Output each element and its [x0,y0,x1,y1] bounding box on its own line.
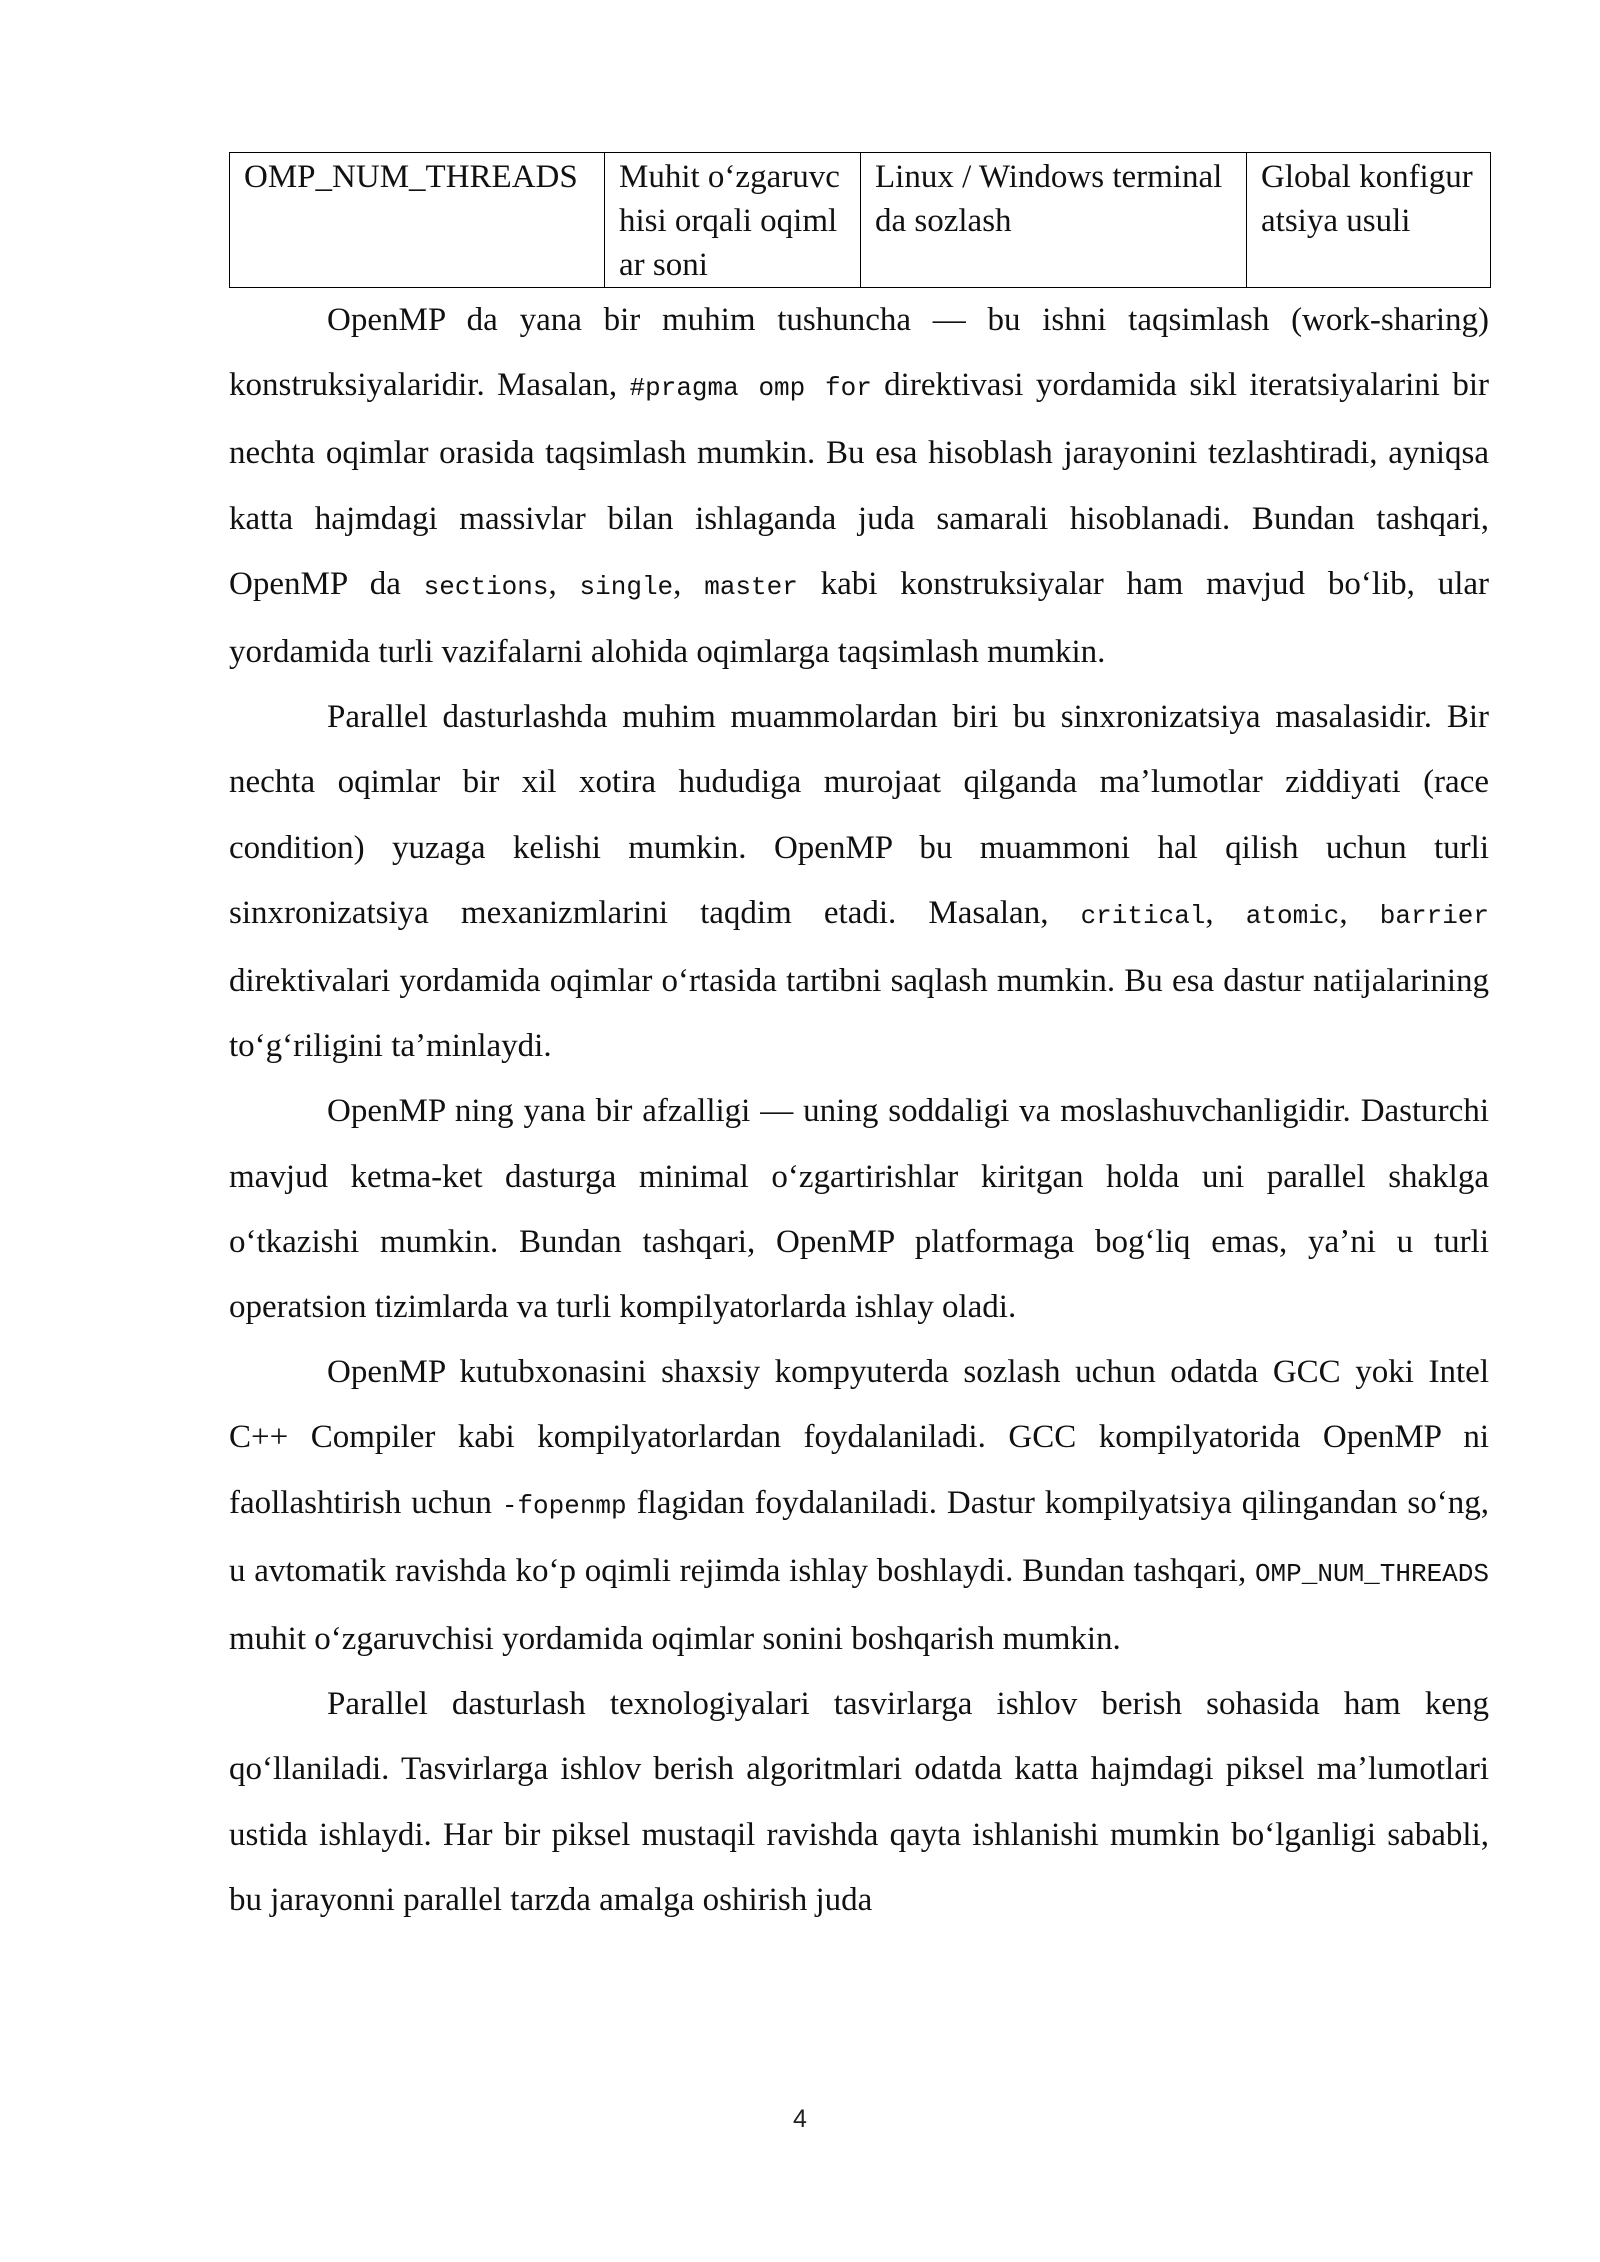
text-span: direktivalari yordamida oqimlar oʻrtasida tartibni saqlash mumkin. Bu esa dastur natijalarining toʻgʻriligini taʼminlaydi. [229,963,1489,1065]
table-cell-description: Muhit oʻzgaruvchisi orqali oqimlar soni [605,153,861,288]
paragraph-advantages [229,1079,1489,1340]
text-span: flagidan foydalaniladi. Dastur kompilyatsiya qilingandan soʻng, u avtomatik ravishda koʻp oqimli rejimda ishlay boshlaydi. Bundan tashqari, [229,1484,1490,1589]
text-span: OpenMP ning yana bir afzalligi — uning soddaligi va moslashuvchanligidir. Dasturchi mavjud ketma-ket dasturga minimal oʻzgartirishlar kiritgan holda uni parallel shaklga oʻtkazishi mumkin. Bundan tashqari, OpenMP platformaga bogʻliq emas, yaʼni u turli operatsion tizimlarda va turli kompilyatorlarda ishlay oladi. [229,1093,1489,1326]
text-span: OpenMP kutubxonasini shaxsiy kompyuterda sozlash uchun odatda GCC yoki Intel C++ Compiler kabi kompilyatorlardan foydalaniladi. GCC kompilyatorida OpenMP ni faollashtirish uchun [229,1354,1489,1521]
text-span: OpenMP da yana bir muhim tushuncha — bu ishni taqsimlash (work-sharing) konstruksiyalaridir. Masalan, [229,302,1489,404]
text-span: , [548,565,580,602]
code-snippet: #pragma omp for [629,373,872,404]
table-cell-variable: OMP_NUM_THREADS [230,153,605,288]
text-span: muhit oʻzgaruvchisi yordamida oqimlar sonini boshqarish mumkin. [229,1621,1121,1658]
code-snippet: barrier [1379,900,1489,931]
paragraph-synchronization [229,685,1489,1079]
code-snippet: OMP_NUM_THREADS [1254,1558,1489,1589]
table-row [230,153,1491,288]
table-cell-method: Global konfiguratsiya usuli [1247,153,1491,288]
text-span: Parallel dasturlashda muhim muammolardan biri bu sinxronizatsiya masalasidir. Bir nechta oqimlar bir xil xotira hududiga murojaat qilganda maʼlumotlar ziddiyati (race condition) yuzaga kelishi mumkin. OpenMP bu muammoni hal qilish uchun turli sinxronizatsiya mexanizmlarini taqdim etadi. Masalan, [229,699,1489,931]
table-cell-platform: Linux / Windows terminalda sozlash [861,153,1247,288]
code-snippet: atomic [1245,900,1340,931]
code-snippet: single [579,571,674,602]
paragraph-image-processing [229,1672,1489,1933]
paragraph-work-sharing [229,288,1489,685]
settings-table [229,152,1491,288]
text-span: kabi konstruksiyalar ham mavjud boʻlib, ular yordamida turli vazifalarni alohida oqimlarga taqsimlash mumkin. [229,565,1490,671]
text-span: Parallel dasturlash texnologiyalari tasvirlarga ishlov berish sohasida ham keng qoʻllaniladi. Tasvirlarga ishlov berish algoritmlari odatda katta hajmdagi piksel maʼlumotlari ustida ishlaydi. Har bir piksel mustaqil ravishda qayta ishlanishi mumkin boʻlganligi sababli, bu jarayonni parallel tarzda amalga oshirish juda [229,1686,1489,1918]
code-snippet: critical [1080,900,1206,931]
page-number: 4 [793,2105,807,2133]
text-span: , [673,565,705,602]
document-page [229,152,1489,1933]
code-snippet: sections [423,571,549,602]
text-span: , [1339,894,1380,931]
code-snippet: -fopenmp [501,1490,627,1521]
paragraph-setup [229,1340,1489,1672]
text-span: direktivasi yordamida sikl iteratsiyalarini bir nechta oqimlar orasida taqsimlash mumkin. Bu esa hisoblash jarayonini tezlashtiradi, ayniqsa katta hajmdagi massivlar bilan ishlaganda juda samarali hisoblanadi. Bundan tashqari, OpenMP da [229,367,1489,602]
text-span: , [1205,894,1246,931]
code-snippet: master [704,571,798,602]
